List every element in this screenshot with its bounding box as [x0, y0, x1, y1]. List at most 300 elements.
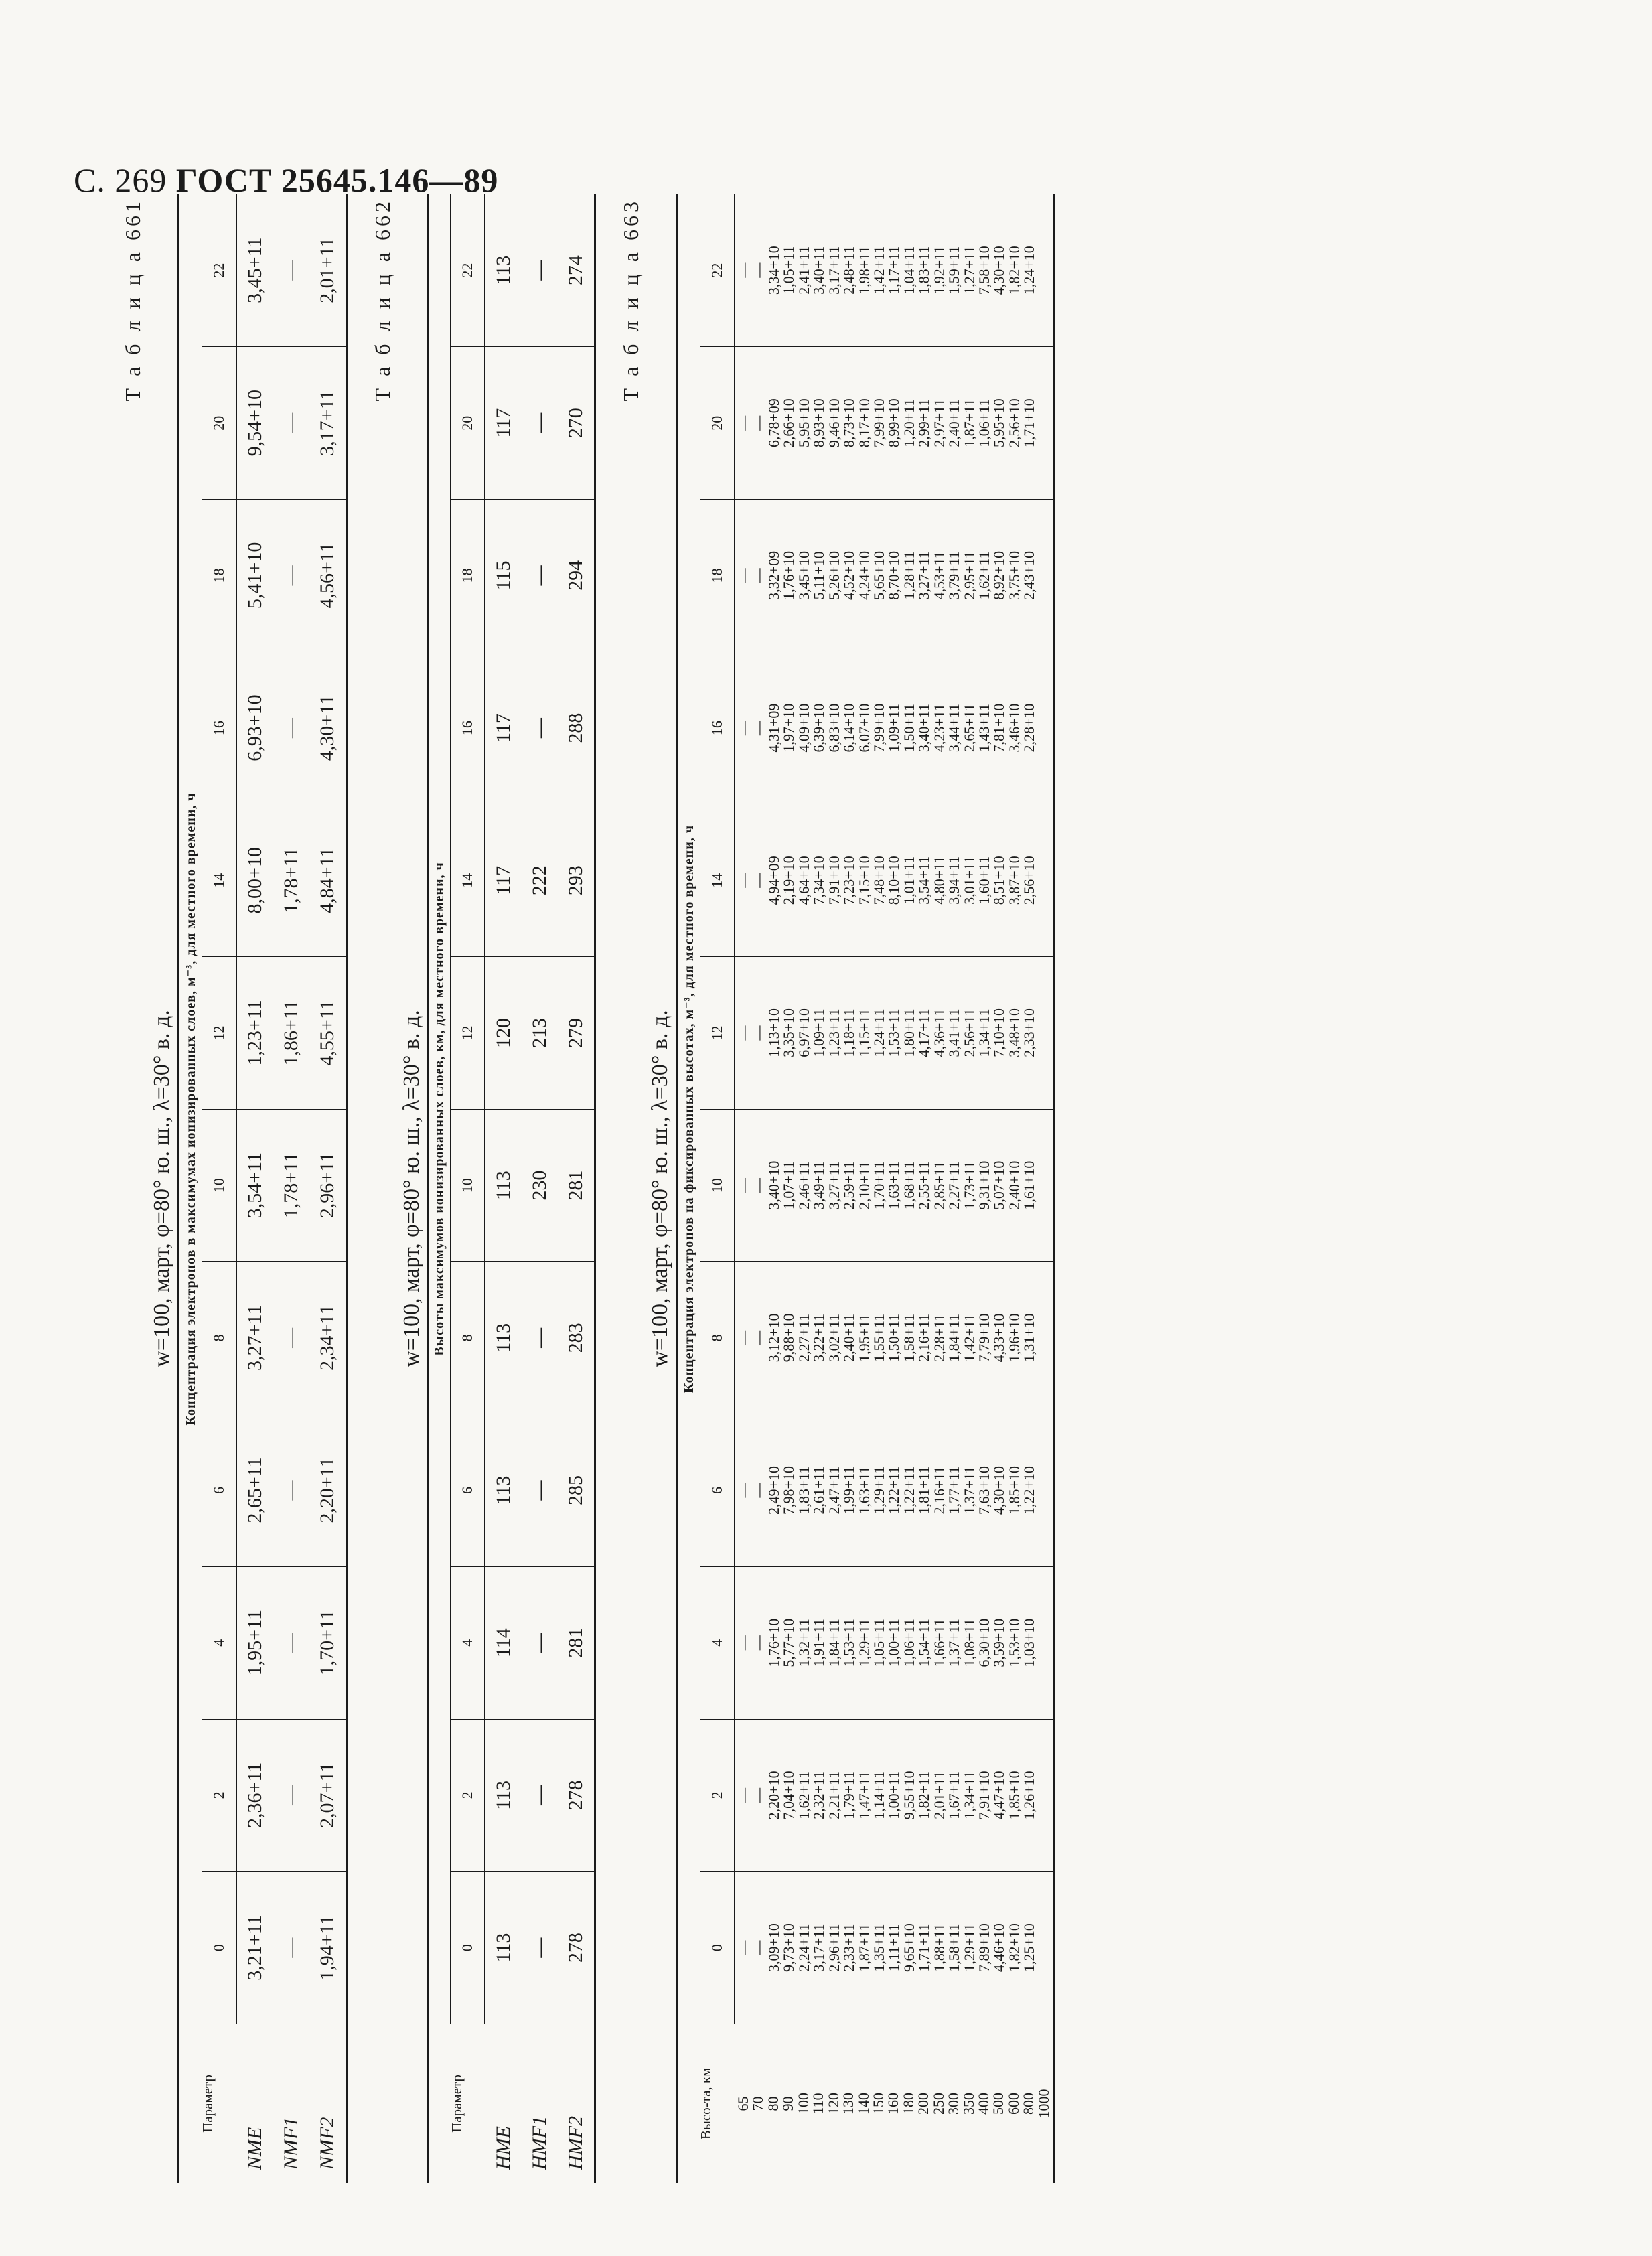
value-cell: 1,88+11 [930, 1923, 948, 1972]
value-cell: — [522, 347, 558, 500]
value-cell: 7,79+10 [976, 1313, 992, 1363]
value-cell: 8,70+10 [885, 550, 903, 600]
value-cell: — [750, 1635, 767, 1651]
value-cell: 4,53+11 [930, 551, 948, 600]
value-cell: 279 [558, 957, 595, 1110]
value-cell: 1,82+10 [1005, 246, 1023, 295]
table-663-subtitle: w=100, март, φ=80° ю. ш., λ=30° в. д. [648, 1010, 672, 1367]
table-662-group-header: Высоты максимумов ионизированных слоев, км, для местного времени, ч [429, 194, 451, 2024]
value-cell: 1,22+11 [900, 1466, 917, 1515]
value-cell: 8,99+10 [885, 398, 903, 448]
value-cell: 2,56+10 [1005, 398, 1023, 448]
value-cell: 1,81+11 [915, 1466, 933, 1515]
table-row [236, 194, 273, 2183]
value-cell: 2,65+11 [960, 704, 978, 753]
value-column [735, 804, 1055, 957]
value-cell [1037, 500, 1052, 652]
table-663-caption: Т а б л и ц а 663 [619, 198, 643, 402]
hour-header: 6 [700, 1414, 735, 1567]
value-cell: 5,07+10 [990, 1160, 1008, 1210]
value-cell: 7,98+10 [780, 1466, 798, 1515]
value-cell: 1,94+11 [309, 1872, 347, 2024]
value-cell: 9,73+10 [780, 1923, 798, 1973]
value-cell: — [735, 1330, 752, 1345]
value-cell: — [750, 1330, 767, 1345]
value-cell: 9,55+10 [900, 1771, 917, 1820]
height-value: 350 [960, 2092, 977, 2115]
value-cell: 1,80+11 [900, 1008, 917, 1057]
value-cell: — [273, 1719, 309, 1872]
value-cell: 9,46+10 [825, 398, 842, 448]
hour-header: 6 [451, 1414, 485, 1567]
hour-header: 12 [700, 957, 735, 1110]
table-row [273, 194, 309, 2183]
table-row [485, 194, 522, 2183]
hour-header: 4 [202, 1566, 237, 1719]
hour-header: 16 [202, 652, 237, 804]
value-cell: 1,24+10 [1021, 246, 1038, 295]
value-cell: 1,09+11 [885, 704, 903, 753]
value-cell: 4,36+11 [930, 1008, 948, 1057]
value-cell: 3,02+11 [825, 1313, 842, 1362]
value-cell: 1,23+11 [236, 957, 273, 1110]
value-cell: — [735, 1940, 752, 1955]
value-cell: 294 [558, 500, 595, 652]
value-cell: 1,95+11 [855, 1313, 873, 1362]
hour-header: 6 [202, 1414, 237, 1567]
value-cell: 3,45+11 [236, 194, 273, 347]
value-cell: 7,81+10 [990, 703, 1008, 753]
height-value: 110 [810, 2093, 827, 2115]
hour-header: 22 [451, 194, 485, 347]
value-cell: 1,87+11 [960, 398, 978, 447]
value-cell: 1,76+10 [780, 550, 798, 600]
value-cell: — [750, 262, 767, 278]
gost-label: ГОСТ [175, 161, 273, 199]
value-cell: 1,06+11 [976, 398, 992, 447]
value-cell: 5,11+10 [810, 551, 828, 600]
value-cell: 3,94+11 [946, 856, 963, 905]
value-cell: 1,22+10 [1021, 1466, 1038, 1515]
hour-header: 20 [451, 347, 485, 500]
value-cell: 3,09+10 [765, 1923, 782, 1973]
table-661-body [236, 194, 347, 2183]
value-cell: 8,51+10 [990, 856, 1008, 905]
value-cell: 4,64+10 [795, 856, 812, 905]
value-cell: 2,47+11 [825, 1466, 842, 1515]
value-cell: 3,35+10 [780, 1008, 798, 1057]
value-cell: 3,17+11 [810, 1923, 828, 1972]
value-cell: 1,78+11 [273, 804, 309, 957]
value-cell: 1,13+10 [765, 1008, 782, 1057]
value-cell: 117 [485, 652, 522, 804]
value-cell: 1,37+11 [946, 1619, 963, 1667]
value-cell: 1,05+11 [780, 246, 798, 295]
value-cell: 3,44+11 [946, 704, 963, 753]
height-value: 150 [869, 2092, 887, 2115]
value-cell: 113 [485, 1109, 522, 1262]
value-column [735, 194, 1055, 347]
value-column [735, 652, 1055, 804]
value-cell: — [735, 721, 752, 736]
value-cell: 4,47+10 [990, 1771, 1008, 1820]
value-cell: 1,98+11 [855, 246, 873, 295]
value-cell: — [750, 1787, 767, 1803]
value-cell: 1,29+11 [855, 1619, 873, 1667]
hour-header: 2 [451, 1719, 485, 1872]
param-cell: NME [236, 2024, 273, 2183]
value-cell: 4,55+11 [309, 957, 347, 1110]
value-cell: 2,56+11 [960, 1008, 978, 1057]
value-cell: 1,54+11 [915, 1619, 933, 1667]
value-cell: 1,83+11 [795, 1466, 812, 1515]
value-cell: 2,46+11 [795, 1161, 812, 1210]
value-cell: 7,91+10 [825, 856, 842, 905]
value-cell: 120 [485, 957, 522, 1110]
height-value: 1000 [1035, 2089, 1052, 2119]
value-cell: 2,40+10 [1005, 1160, 1023, 1210]
table-661-grid [177, 194, 348, 2183]
value-cell: 4,33+10 [990, 1313, 1008, 1363]
value-cell: 2,43+10 [1021, 550, 1038, 600]
value-cell: 7,34+10 [810, 856, 828, 905]
value-cell: 3,54+11 [236, 1109, 273, 1262]
value-cell: 4,17+11 [915, 1008, 933, 1057]
value-cell: 1,99+11 [840, 1466, 858, 1515]
value-cell: 113 [485, 194, 522, 347]
value-cell: 1,03+10 [1021, 1618, 1038, 1667]
value-cell: 1,96+10 [1005, 1313, 1023, 1363]
value-cell: 1,67+11 [946, 1771, 963, 1819]
value-cell: — [750, 873, 767, 888]
param-cell: NMF1 [273, 2024, 309, 2183]
value-cell: 117 [485, 804, 522, 957]
value-cell: 1,00+11 [885, 1771, 903, 1819]
value-cell: 4,23+11 [930, 704, 948, 753]
value-cell: — [273, 347, 309, 500]
value-cell: 6,78+09 [765, 398, 782, 448]
value-cell [1037, 1567, 1052, 1719]
param-cell: HME [485, 2024, 522, 2183]
value-cell: 1,83+11 [915, 246, 933, 295]
value-cell: 274 [558, 194, 595, 347]
value-cell: — [522, 1719, 558, 1872]
value-cell: 1,50+11 [900, 704, 917, 753]
table-662-caption: Т а б л и ц а 662 [370, 198, 394, 402]
value-cell: 9,88+10 [780, 1313, 798, 1363]
value-cell: — [273, 1414, 309, 1567]
value-cell: 113 [485, 1872, 522, 2024]
value-cell: — [522, 652, 558, 804]
value-cell: — [735, 1178, 752, 1193]
table-row [309, 194, 347, 2183]
value-cell: — [735, 873, 752, 888]
value-cell: — [750, 1178, 767, 1193]
value-cell: 7,63+10 [976, 1466, 992, 1515]
table-663-grid [676, 194, 1055, 2183]
value-column [735, 347, 1055, 500]
value-cell: 2,41+11 [795, 246, 812, 295]
value-cell: 1,95+11 [236, 1566, 273, 1719]
value-cell: 1,53+11 [840, 1619, 858, 1667]
value-cell: 1,11+11 [885, 1923, 903, 1972]
value-cell: 1,63+11 [885, 1161, 903, 1210]
value-cell: 1,35+11 [870, 1923, 887, 1972]
gost-number: 25645.146—89 [281, 161, 499, 199]
hour-header: 8 [202, 1262, 237, 1414]
height-value: 100 [794, 2092, 812, 2115]
hour-header: 10 [700, 1109, 735, 1262]
value-cell: — [273, 1566, 309, 1719]
value-cell: 1,34+11 [960, 1771, 978, 1819]
table-662 [370, 194, 596, 2183]
value-cell: 1,60+11 [976, 856, 992, 905]
value-cell: 1,18+11 [840, 1008, 858, 1057]
value-cell: 1,92+11 [930, 246, 948, 295]
value-cell: 3,54+11 [915, 856, 933, 905]
value-cell: 1,32+11 [795, 1619, 812, 1667]
value-cell: 2,95+11 [960, 551, 978, 600]
value-cell: 2,32+11 [810, 1771, 828, 1819]
value-cell: 1,62+11 [976, 551, 992, 600]
value-cell: 1,14+11 [870, 1771, 887, 1819]
table-661-group-header: Концентрация электронов в максимумах ионизированных слоев, м⁻³, для местного времени, ч [179, 194, 202, 2024]
value-cell: 2,40+11 [946, 398, 963, 447]
value-cell: 3,48+10 [1005, 1008, 1023, 1057]
value-cell: 1,53+11 [885, 1008, 903, 1057]
value-column [735, 957, 1055, 1110]
value-cell [1037, 1720, 1052, 1872]
value-cell: 5,41+10 [236, 500, 273, 652]
value-cell: — [735, 1787, 752, 1803]
value-cell: 1,68+11 [900, 1161, 917, 1210]
value-cell: 1,61+10 [1021, 1160, 1038, 1210]
value-cell: 1,97+10 [780, 703, 798, 753]
value-cell: 7,58+10 [976, 246, 992, 295]
table-662-param-header: Параметр [429, 2024, 485, 2183]
value-cell: 1,00+11 [885, 1619, 903, 1667]
height-value: 600 [1004, 2092, 1022, 2115]
value-cell: — [522, 1872, 558, 2024]
value-cell: — [522, 1566, 558, 1719]
value-cell: 7,15+10 [855, 856, 873, 905]
table-662-body [485, 194, 595, 2183]
value-cell: 7,23+10 [840, 856, 858, 905]
value-cell: 3,22+11 [810, 1313, 828, 1362]
table-row [558, 194, 595, 2183]
value-cell: 1,01+11 [900, 856, 917, 905]
hour-header: 0 [700, 1872, 735, 2024]
table-661-subtitle: w=100, март, φ=80° ю. ш., λ=30° в. д. [149, 1010, 174, 1367]
value-cell: 1,23+11 [825, 1008, 842, 1057]
hour-header: 20 [202, 347, 237, 500]
value-cell: 4,31+09 [765, 703, 782, 753]
value-cell [1037, 804, 1052, 956]
value-cell: 4,56+11 [309, 500, 347, 652]
value-cell: — [522, 500, 558, 652]
hour-header: 20 [700, 347, 735, 500]
value-column [735, 1414, 1055, 1567]
value-cell: — [735, 415, 752, 431]
value-cell: 8,92+10 [990, 550, 1008, 600]
value-cell: 5,95+10 [990, 398, 1008, 448]
page-number: С. 269 [74, 161, 167, 199]
value-cell: 6,14+10 [840, 703, 858, 753]
value-cell: — [522, 1414, 558, 1567]
value-cell: 2,28+10 [1021, 703, 1038, 753]
value-cell: 1,07+11 [780, 1161, 798, 1210]
value-cell: 3,79+11 [946, 551, 963, 600]
table-row [522, 194, 558, 2183]
value-column [735, 500, 1055, 652]
table-663-body [735, 194, 1055, 2183]
value-cell: 1,77+11 [946, 1466, 963, 1515]
value-cell: 2,96+11 [825, 1923, 842, 1972]
value-cell: 2,40+11 [840, 1313, 858, 1362]
table-661 [121, 194, 348, 2183]
value-cell: 2,01+11 [930, 1771, 948, 1819]
value-cell: 1,58+11 [900, 1313, 917, 1362]
value-cell: 1,53+10 [1005, 1618, 1023, 1667]
value-cell: 3,27+11 [236, 1262, 273, 1414]
value-cell: 2,55+11 [915, 1161, 933, 1210]
value-cell: 4,30+11 [309, 652, 347, 804]
value-cell: 8,17+10 [855, 398, 873, 448]
value-cell: 2,07+11 [309, 1719, 347, 1872]
value-cell: 6,39+10 [810, 703, 828, 753]
value-cell: 5,95+10 [795, 398, 812, 448]
value-cell: 2,66+10 [780, 398, 798, 448]
value-cell: 2,16+11 [930, 1466, 948, 1515]
value-cell: 4,80+11 [930, 856, 948, 905]
value-cell: 3,34+10 [765, 246, 782, 295]
value-cell: 1,04+11 [900, 246, 917, 295]
value-cell: 9,54+10 [236, 347, 273, 500]
value-cell: 4,30+10 [990, 1466, 1008, 1515]
value-cell: 2,28+11 [930, 1313, 948, 1362]
value-cell: 278 [558, 1719, 595, 1872]
value-cell: 1,27+11 [960, 246, 978, 295]
rotated-content [121, 194, 1540, 2183]
value-cell: 8,10+10 [885, 856, 903, 905]
table-661-param-header: Параметр [179, 2024, 237, 2183]
value-cell: 1,29+11 [870, 1466, 887, 1515]
value-cell: 1,58+11 [946, 1923, 963, 1972]
value-cell: — [522, 1262, 558, 1414]
value-cell: 3,27+11 [915, 551, 933, 600]
hour-header: 18 [451, 500, 485, 652]
height-value: 120 [824, 2092, 842, 2115]
table-row [735, 194, 1055, 2183]
value-cell: 1,78+11 [273, 1109, 309, 1262]
hour-header: 22 [700, 194, 735, 347]
hour-header: 4 [451, 1566, 485, 1719]
hour-header: 18 [700, 500, 735, 652]
value-cell: 2,49+10 [765, 1466, 782, 1515]
value-cell: 278 [558, 1872, 595, 2024]
value-cell: 1,15+11 [855, 1008, 873, 1057]
value-cell: 1,66+11 [930, 1619, 948, 1667]
value-cell: 2,99+11 [915, 398, 933, 447]
value-cell: — [750, 1483, 767, 1498]
value-cell: — [273, 194, 309, 347]
value-cell: 7,99+10 [870, 703, 887, 753]
value-cell: — [735, 568, 752, 583]
value-cell: 2,27+11 [795, 1313, 812, 1362]
value-cell: 2,85+11 [930, 1161, 948, 1210]
param-cell: HMF2 [558, 2024, 595, 2183]
value-cell: — [750, 415, 767, 431]
value-cell [1037, 347, 1052, 499]
value-cell: 3,12+10 [765, 1313, 782, 1363]
hour-header: 2 [700, 1719, 735, 1872]
value-cell: 3,17+11 [309, 347, 347, 500]
value-cell: 1,22+11 [885, 1466, 903, 1515]
value-cell [1037, 194, 1052, 346]
value-cell: 2,20+10 [765, 1771, 782, 1820]
hour-header: 16 [451, 652, 485, 804]
value-cell: 2,97+11 [930, 398, 948, 447]
value-cell: 5,26+10 [825, 550, 842, 600]
hour-header: 10 [202, 1109, 237, 1262]
value-cell: 1,24+11 [870, 1008, 887, 1057]
value-cell: 3,27+11 [825, 1161, 842, 1210]
value-cell: 2,61+11 [810, 1466, 828, 1515]
value-cell: 1,91+11 [810, 1619, 828, 1667]
value-cell: 1,20+11 [900, 398, 917, 447]
value-cell: 1,82+11 [915, 1771, 933, 1819]
value-cell: 1,37+11 [960, 1466, 978, 1515]
value-cell: 2,21+11 [825, 1771, 842, 1819]
value-cell: 2,20+11 [309, 1414, 347, 1567]
value-cell: 1,70+11 [309, 1566, 347, 1719]
value-cell: 2,34+11 [309, 1262, 347, 1414]
value-cell: 3,45+10 [795, 550, 812, 600]
value-cell: 5,77+10 [780, 1618, 798, 1667]
value-cell: 2,33+11 [840, 1923, 858, 1972]
height-value: 400 [975, 2092, 992, 2115]
hour-header: 0 [202, 1872, 237, 2024]
table-662-subtitle: w=100, март, φ=80° ю. ш., λ=30° в. д. [399, 1010, 424, 1367]
value-cell: 230 [522, 1109, 558, 1262]
hour-header: 16 [700, 652, 735, 804]
value-cell: 1,55+11 [870, 1313, 887, 1362]
value-cell: 115 [485, 500, 522, 652]
height-value: 500 [990, 2092, 1007, 2115]
value-cell: 1,87+11 [855, 1923, 873, 1972]
value-cell: 4,84+11 [309, 804, 347, 957]
hour-header: 4 [700, 1566, 735, 1719]
value-cell: 6,83+10 [825, 703, 842, 753]
value-cell: — [735, 1025, 752, 1041]
height-value: 70 [749, 2096, 767, 2111]
value-cell: 8,93+10 [810, 398, 828, 448]
value-cell: 2,96+11 [309, 1109, 347, 1262]
value-cell: 1,08+11 [960, 1619, 978, 1667]
hour-header: 2 [202, 1719, 237, 1872]
value-cell: 7,91+10 [976, 1771, 992, 1820]
value-cell: 4,52+10 [840, 550, 858, 600]
value-cell: 2,36+11 [236, 1719, 273, 1872]
value-cell: — [522, 194, 558, 347]
value-cell: 288 [558, 652, 595, 804]
value-cell: 1,31+10 [1021, 1313, 1038, 1363]
hour-header: 14 [700, 804, 735, 957]
value-cell: 1,47+11 [855, 1771, 873, 1819]
value-cell: 3,40+10 [765, 1160, 782, 1210]
value-cell: 1,29+11 [960, 1923, 978, 1972]
value-column [735, 1719, 1055, 1872]
